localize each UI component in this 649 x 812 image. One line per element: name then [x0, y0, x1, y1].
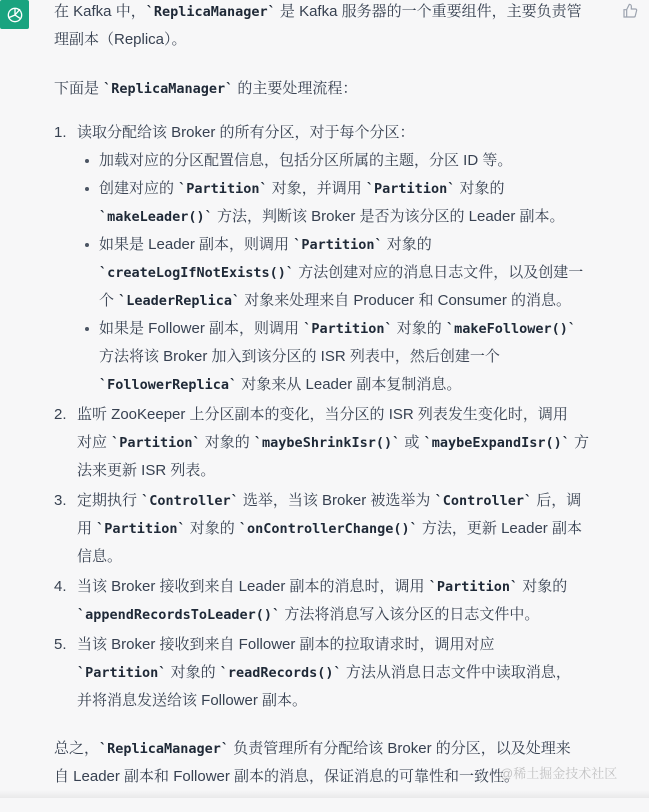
text-line — [54, 735, 624, 763]
inline-code: `makeFollower()` — [445, 321, 576, 337]
inline-code: `makeLeader()` — [99, 209, 213, 225]
text-line — [99, 231, 624, 259]
openai-logo-icon — [0, 0, 29, 29]
inline-code: `Partition` — [111, 435, 201, 451]
inline-code: `FollowerReplica` — [99, 377, 238, 393]
text-line — [77, 631, 624, 659]
text: 的主要处理流程： — [233, 80, 358, 97]
text-line — [77, 457, 624, 485]
text: 方法，更新 Leader 副本 — [417, 520, 582, 537]
bullet-item — [77, 315, 624, 399]
text: 当该 Broker 接收到来自 Follower 副本的拉取请求时，调用对应 — [77, 636, 495, 653]
text-line — [99, 315, 624, 343]
text-line — [99, 287, 624, 315]
text-line — [99, 175, 624, 203]
text: 对象的 — [200, 434, 254, 451]
text: 当该 Broker 接收到来自 Leader 副本的消息时，调用 — [77, 578, 429, 595]
text-line — [54, 75, 624, 103]
text: 对象的 — [166, 664, 220, 681]
inline-code: `Controller` — [141, 493, 239, 509]
text: 负责管理所有分配给该 Broker 的分区，以及处理来 — [229, 740, 571, 757]
text: 方法，判断该 Broker 是否为该分区的 Leader 副本。 — [212, 208, 565, 225]
text: 读取分配给该 Broker 的所有分区，对于每个分区： — [77, 124, 415, 141]
text: 对象的 — [518, 578, 568, 595]
text: 用 — [77, 520, 97, 537]
bottom-fade — [0, 790, 649, 798]
text: 个 — [99, 292, 119, 309]
list-item — [54, 487, 624, 571]
text-line — [77, 487, 624, 515]
text: 在 Kafka 中， — [54, 3, 146, 20]
text: 对象的 — [382, 236, 432, 253]
text: 对象的 — [392, 320, 446, 337]
inline-code: `Partition` — [293, 237, 383, 253]
list-item — [54, 119, 624, 399]
text: 创建对应的 — [99, 180, 179, 197]
inline-code: `Partition` — [96, 521, 186, 537]
text-line — [77, 429, 624, 457]
text-line — [99, 259, 624, 287]
inline-code: `ReplicaManager` — [103, 81, 234, 97]
text: 信息。 — [77, 548, 123, 565]
text-line — [77, 401, 624, 429]
text: 监听 ZooKeeper 上分区副本的变化，当分区的 ISR 列表发生变化时，调用 — [77, 406, 568, 423]
list-item — [54, 573, 624, 629]
text-line — [54, 0, 624, 26]
text: 对象的 — [455, 180, 505, 197]
inline-code: `Partition` — [77, 665, 167, 681]
inline-code: `LeaderReplica` — [118, 293, 241, 309]
text: 下面是 — [54, 80, 104, 97]
text: 选举，当该 Broker 被选举为 — [238, 492, 435, 509]
inline-code: `maybeExpandIsr()` — [423, 435, 570, 451]
text: 法来更新 ISR 列表。 — [77, 462, 216, 479]
list-number: 2. — [54, 406, 67, 423]
text: 方法将该 Broker 加入到该分区的 ISR 列表中，然后创建一个 — [99, 348, 500, 365]
text: 对象，并调用 — [267, 180, 366, 197]
text: 理副本（Replica）。 — [54, 31, 187, 48]
text: 总之， — [54, 740, 100, 757]
list-item — [54, 631, 624, 715]
text: 方法创建对应的消息日志文件，以及创建一 — [294, 264, 584, 281]
list-number: 5. — [54, 636, 67, 653]
inline-code: `maybeShrinkIsr()` — [253, 435, 401, 451]
bullet-item — [77, 147, 624, 175]
text-line — [54, 26, 624, 54]
text-line — [99, 147, 624, 175]
text-line — [77, 687, 624, 715]
inline-code: `Partition` — [178, 181, 268, 197]
inline-code: `ReplicaManager` — [145, 4, 276, 20]
list-item — [54, 401, 624, 485]
text: 方 — [569, 434, 590, 451]
text-line — [77, 119, 624, 147]
inline-code: `appendRecordsToLeader()` — [77, 607, 281, 623]
bullet-item — [77, 231, 624, 315]
text-line — [77, 659, 624, 687]
text: 是 Kafka 服务器的一个重要组件，主要负责管 — [275, 3, 582, 20]
watermark: @稀土掘金技术社区 — [500, 766, 618, 781]
steps-list — [54, 119, 624, 715]
text: 定期执行 — [77, 492, 142, 509]
text: 加载对应的分区配置信息，包括分区所属的主题，分区 ID 等。 — [99, 152, 513, 169]
text: 对象来从 Leader 副本复制消息。 — [237, 376, 462, 393]
list-number: 3. — [54, 492, 67, 509]
inline-code: `Partition` — [303, 321, 393, 337]
process-intro — [54, 75, 624, 103]
text: 方法将消息写入该分区的日志文件中。 — [280, 606, 540, 623]
inline-code: `Partition` — [365, 181, 456, 197]
text: 或 — [400, 434, 424, 451]
inline-code: `readRecords()` — [219, 665, 342, 681]
inline-code: `ReplicaManager` — [99, 741, 230, 757]
text-line — [77, 573, 624, 601]
text: 自 Leader 副本和 Follower 副本的消息，保证消息的可靠性和一致性。 — [54, 768, 520, 785]
text-line — [77, 515, 624, 543]
text-line — [99, 371, 624, 399]
text: 如果是 Follower 副本，则调用 — [99, 320, 304, 337]
text: 对象的 — [185, 520, 239, 537]
inline-code: `onControllerChange()` — [238, 521, 418, 537]
text-line — [77, 601, 624, 629]
inline-code: `Partition` — [428, 579, 519, 595]
text-line — [77, 543, 624, 571]
assistant-message — [54, 0, 624, 812]
list-number: 1. — [54, 124, 67, 141]
text: 对象来处理来自 Producer 和 Consumer 的消息。 — [240, 292, 571, 309]
list-number: 4. — [54, 578, 67, 595]
inline-code: `Controller` — [434, 493, 533, 509]
text: 并将消息发送给该 Follower 副本。 — [77, 692, 308, 709]
text-line — [99, 343, 624, 371]
inline-code: `createLogIfNotExists()` — [99, 265, 295, 281]
text: 后，调 — [532, 492, 582, 509]
intro-paragraph — [54, 0, 624, 54]
text-line — [99, 203, 624, 231]
text: 如果是 Leader 副本，则调用 — [99, 236, 294, 253]
text: 方法从消息日志文件中读取消息， — [341, 664, 571, 681]
text: 对应 — [77, 434, 112, 451]
bullet-item — [77, 175, 624, 231]
thumbs-up-icon[interactable] — [622, 3, 640, 21]
